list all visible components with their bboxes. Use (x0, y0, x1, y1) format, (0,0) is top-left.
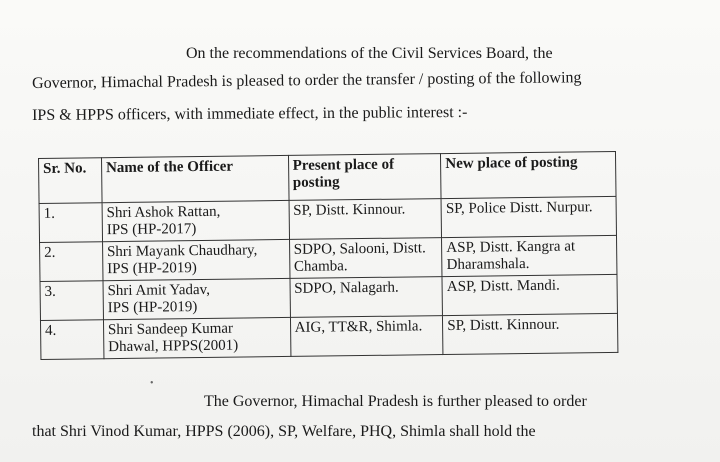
row-present-place: SP, Distt. Kinnour. (289, 199, 442, 240)
intro-line-3: IPS & HPPS officers, with immediate effect, in the public interest :- (32, 103, 468, 124)
row-present-place: SDPO, Salooni, Distt. Chamba. (289, 238, 442, 279)
footer-line-1: The Governor, Himachal Pradesh is further pleased to order (204, 393, 587, 410)
header-new-place: New place of posting (441, 151, 616, 198)
officer-name: Shri Sandeep Kumar (107, 320, 234, 339)
row-present-place: AIG, TT&R, Shimla. (290, 316, 443, 357)
row-new-place: ASP, Distt. Mandi. (442, 274, 617, 315)
row-new-place: SP, Police Distt. Nurpur. (441, 196, 616, 237)
footer-line-2: that Shri Vinod Kumar, HPPS (2006), SP, Welfare, PHQ, Shimla shall hold the (32, 423, 536, 440)
row-sr-no: 1. (39, 203, 102, 243)
officer-service: IPS (HP-2017) (106, 221, 197, 239)
header-officer-name: Name of the Officer (101, 155, 288, 202)
officers-table (38, 151, 618, 360)
row-new-place: SP, Distt. Kinnour. (443, 313, 618, 354)
intro-line-2: Governor, Himachal Pradesh is pleased to order the transfer / posting of the following (32, 69, 582, 92)
officer-service: IPS (HP-2019) (107, 299, 198, 317)
row-officer (103, 278, 290, 319)
row-officer (102, 200, 289, 241)
row-officer (102, 239, 289, 280)
row-officer (103, 317, 290, 358)
intro-line-1: On the recommendations of the Civil Services Board, the (186, 45, 553, 62)
header-sr-no: Sr. No. (39, 158, 102, 204)
stray-mark: • (150, 378, 154, 389)
officer-name: Shri Ashok Rattan, (106, 203, 221, 222)
row-sr-no: 4. (40, 320, 103, 360)
row-present-place: SDPO, Nalagarh. (290, 277, 443, 318)
table-row (40, 313, 617, 359)
row-new-place: ASP, Distt. Kangra at Dharamshala. (442, 235, 617, 276)
row-sr-no: 3. (40, 281, 103, 321)
officer-service: Dhawal, HPPS(2001) (108, 337, 239, 356)
officer-name: Shri Amit Yadav, (107, 281, 211, 300)
officer-name: Shri Mayank Chaudhary, (106, 242, 258, 261)
officer-service: IPS (HP-2019) (107, 260, 197, 278)
header-present-place: Present place of posting (288, 154, 441, 201)
table-header-row (39, 151, 617, 203)
row-sr-no: 2. (40, 242, 103, 282)
